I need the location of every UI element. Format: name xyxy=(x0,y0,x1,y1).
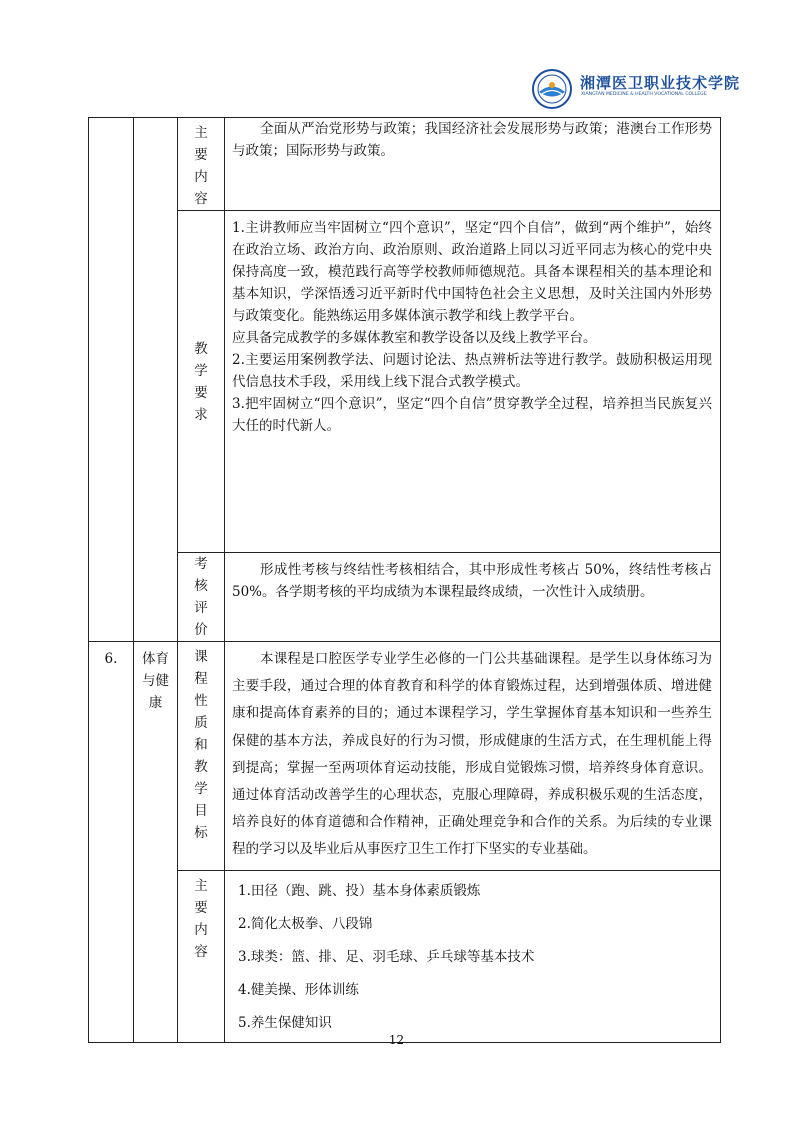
row-label-main-content: 主要内容 xyxy=(178,870,225,1042)
teaching-req-paragraph: 应具备完成教学的多媒体教室和教学设备以及线上教学平台。 xyxy=(232,330,597,346)
row-label-main-content: 主要内容 xyxy=(178,118,225,211)
list-item: 1.田径（跑、跳、投）基本身体素质锻炼 xyxy=(238,882,481,899)
assessment-text: 形成性考核与终结性考核相结合，其中形成性考核占 50%，终结性考核占 50%。各学期考核的平均成绩为本课程最终成绩，一次性计入成绩册。 xyxy=(225,553,721,642)
list-item: 5.养生保健知识 xyxy=(238,1014,332,1031)
curriculum-table xyxy=(88,117,721,1043)
teaching-req-paragraph: 1.主讲教师应当牢固树立“四个意识”，坚定“四个自信”，做到“两个维护”，始终在政治立场、政治方向、政治原则、政治道路上同以习近平同志为核心的党中央保持高度一致，模范践行高等学校教师师德规范。具备本课程相关的基本理论和基本知识，学深悟透习近平新时代中国特色社会主义思想，及时关注国内外形势与政策变化。能熟练运用多媒体演示教学和线上教学平台。 xyxy=(232,220,712,324)
college-emblem-icon xyxy=(530,68,576,110)
college-name-en: XIANGTAN MEDICINE & HEALTH VOCATIONAL COLLEGE xyxy=(581,92,707,97)
index-cell-empty xyxy=(89,118,134,642)
page-number: 12 xyxy=(388,1033,405,1047)
course-nature-text: 本课程是口腔医学专业学生必修的一门公共基础课程。是学生以身体练习为主要手段，通过合理的体育教育和科学的体育锻炼过程，达到增强体质、增进健康和提高体育素养的目的；通过本课程学习，学生掌握体育基本知识和一些养生保健的基本方法，养成良好的行为习惯，形成健康的生活方式，在生理机能上得到提高；掌握一至两项体育运动技能，形成自觉锻炼习惯，培养终身体育意识。通过体育活动改善学生的心理状态，克服心理障碍，养成积极乐观的生活态度，培养良好的体育道德和合作精神，正确处理竞争和合作的关系。为后续的专业课程的学习以及毕业后从事医疗卫生工作打下坚实的专业基础。 xyxy=(225,642,721,871)
list-item: 4.健美操、形体训练 xyxy=(238,981,359,998)
teaching-req-paragraph: 3.把牢固树立“四个意识”，坚定“四个自信”贯穿教学全过程，培养担当民族复兴大任的时代新人。 xyxy=(232,396,712,434)
course-name-cell-empty xyxy=(134,118,178,642)
college-name-cn: 湘潭医卫职业技术学院 xyxy=(580,74,741,92)
row-label-course-nature: 课程性质和教学目标 xyxy=(178,642,225,871)
main-content-text: 全面从严治党形势与政策；我国经济社会发展形势与政策；港澳台工作形势与政策；国际形势与政策。 xyxy=(225,118,721,211)
college-logo xyxy=(530,68,741,110)
table-row xyxy=(89,118,721,211)
table-row xyxy=(89,553,721,642)
main-content-list xyxy=(225,870,721,1042)
list-item: 2.简化太极拳、八段锦 xyxy=(238,915,373,932)
table-row xyxy=(89,211,721,553)
row-label-assessment: 考核评价 xyxy=(178,553,225,642)
list-item: 3.球类：篮、排、足、羽毛球、乒乓球等基本技术 xyxy=(238,948,535,965)
row-label-teaching-requirements: 教学要求 xyxy=(178,211,225,553)
course-name: 体育与健康 xyxy=(134,642,178,1043)
table-row xyxy=(89,870,721,1042)
course-index: 6. xyxy=(89,642,134,1043)
teaching-requirements-cell xyxy=(225,211,721,553)
table-row xyxy=(89,642,721,871)
teaching-req-paragraph: 2.主要运用案例教学法、问题讨论法、热点辨析法等进行教学。鼓励积极运用现代信息技术手段，采用线上线下混合式教学模式。 xyxy=(232,352,712,390)
